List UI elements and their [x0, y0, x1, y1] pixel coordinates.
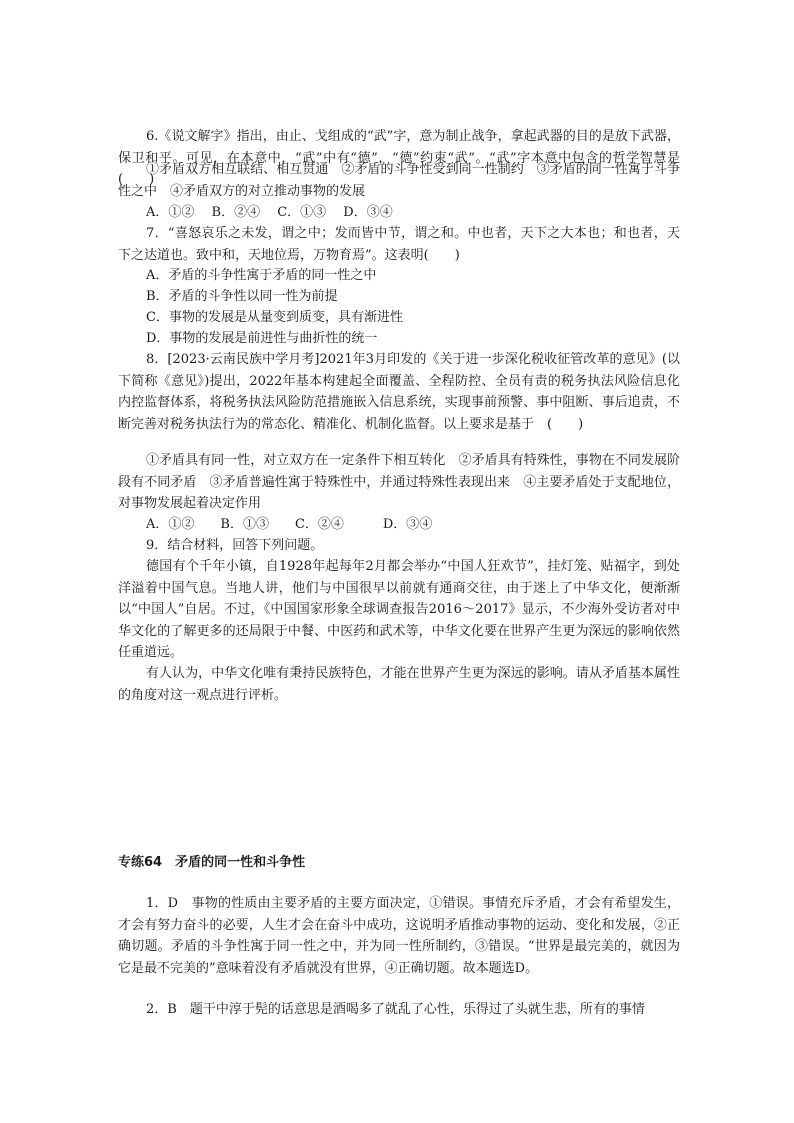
q6-items: ①矛盾双方相互联结、相互贯通 ②矛盾的斗争性受到同一性制约 ③矛盾的同一性寓于斗争性之中 ④矛盾双方的对立推动事物的发展	[118, 162, 680, 199]
answer-2: 2．B 题干中淳于髡的话意思是酒喝多了就乱了心性，乐得过了头就生悲，所有的事情	[146, 1002, 645, 1017]
q7-option-d: D．事物的发展是前进性与曲折性的统一	[146, 331, 378, 346]
q7-stem: 7．“喜怒哀乐之未发，谓之中；发而皆中节，谓之和。中也者，天下之大本也；和也者，天下之达道也。致中和，天地位焉，万物育焉”。这表明( )	[118, 226, 680, 263]
q9-material: 德国有个千年小镇，自1928年起每年2月都会举办“中国人狂欢节”，挂灯笼、贴福字，到处洋溢着中国气息。当地人讲，他们与中国很早以前就有通商交往，由于迷上了中华文化，便渐渐以“中国人”自居。不过，《中国国家形象全球调查报告2016～2017》显示，不少海外受访者对中华文化的了解更多的还局限于中餐、中医药和武术等，中华文化要在世界产生更为深远的影响依然任重道远。	[118, 559, 680, 660]
q7-option-a: A．矛盾的斗争性寓于矛盾的同一性之中	[146, 268, 377, 283]
section-heading: 专练64 矛盾的同一性和斗争性	[118, 855, 306, 870]
q8-stem: 8．[2023·云南民族中学月考]2021年3月印发的《关于进一步深化税收征管改革的意见》(以下简称《意见》)提出，2022年基本构建起全面覆盖、全程防控、全员有责的税务执法风险信息化内控监督体系，将税务执法风险防范措施嵌入信息系统，实现事前预警、事中阻断、事后追责，不断完善对税务执法行为的常态化、精准化、机制化监督。以上要求是基于 ( )	[118, 352, 680, 432]
q8-items: ①矛盾具有同一性，对立双方在一定条件下相互转化 ②矛盾具有特殊性，事物在不同发展阶段有不同矛盾 ③矛盾普遍性寓于特殊性中，并通过特殊性表现出来 ④主要矛盾处于支配地位，对事物发展起着决定作用	[118, 453, 680, 511]
q7-option-c: C．事物的发展是从量变到质变，具有渐进性	[146, 310, 403, 325]
q9-stem: 9．结合材料，回答下列问题。	[146, 538, 324, 553]
q9-question: 有人认为，中华文化唯有秉持民族特色，才能在世界产生更为深远的影响。请从矛盾基本属性的角度对这一观点进行评析。	[118, 666, 680, 703]
q6-stem: 6.《说文解字》指出，由止、戈组成的“武”字，意为制止战争，拿起武器的目的是放下武器，保卫和平。可见，在本意中，“武”中有“德”，“德”约束“武”。“武”字本意中包含的哲学智慧是( )	[118, 129, 680, 187]
answer-1: 1．D 事物的性质由主要矛盾的主要方面决定，①错误。事情充斥矛盾，才会有希望发生，才会有努力奋斗的必要，人生才会在奋斗中成功，这说明矛盾推动事物的运动、变化和发展，②正确切题。矛盾的斗争性寓于同一性之中，并为同一性所制约，③错误。“世界是最完美的，就因为它是最不完美的”意味着没有矛盾就没有世界，④正确切题。故本题选D。	[118, 896, 680, 976]
q7-option-b: B．矛盾的斗争性以同一性为前提	[146, 289, 338, 304]
q8-options: A．①② B．①③ C．②④ D．③④	[146, 517, 433, 532]
q6-options: A．①② B．②④ C．①③ D．③④	[146, 205, 393, 220]
